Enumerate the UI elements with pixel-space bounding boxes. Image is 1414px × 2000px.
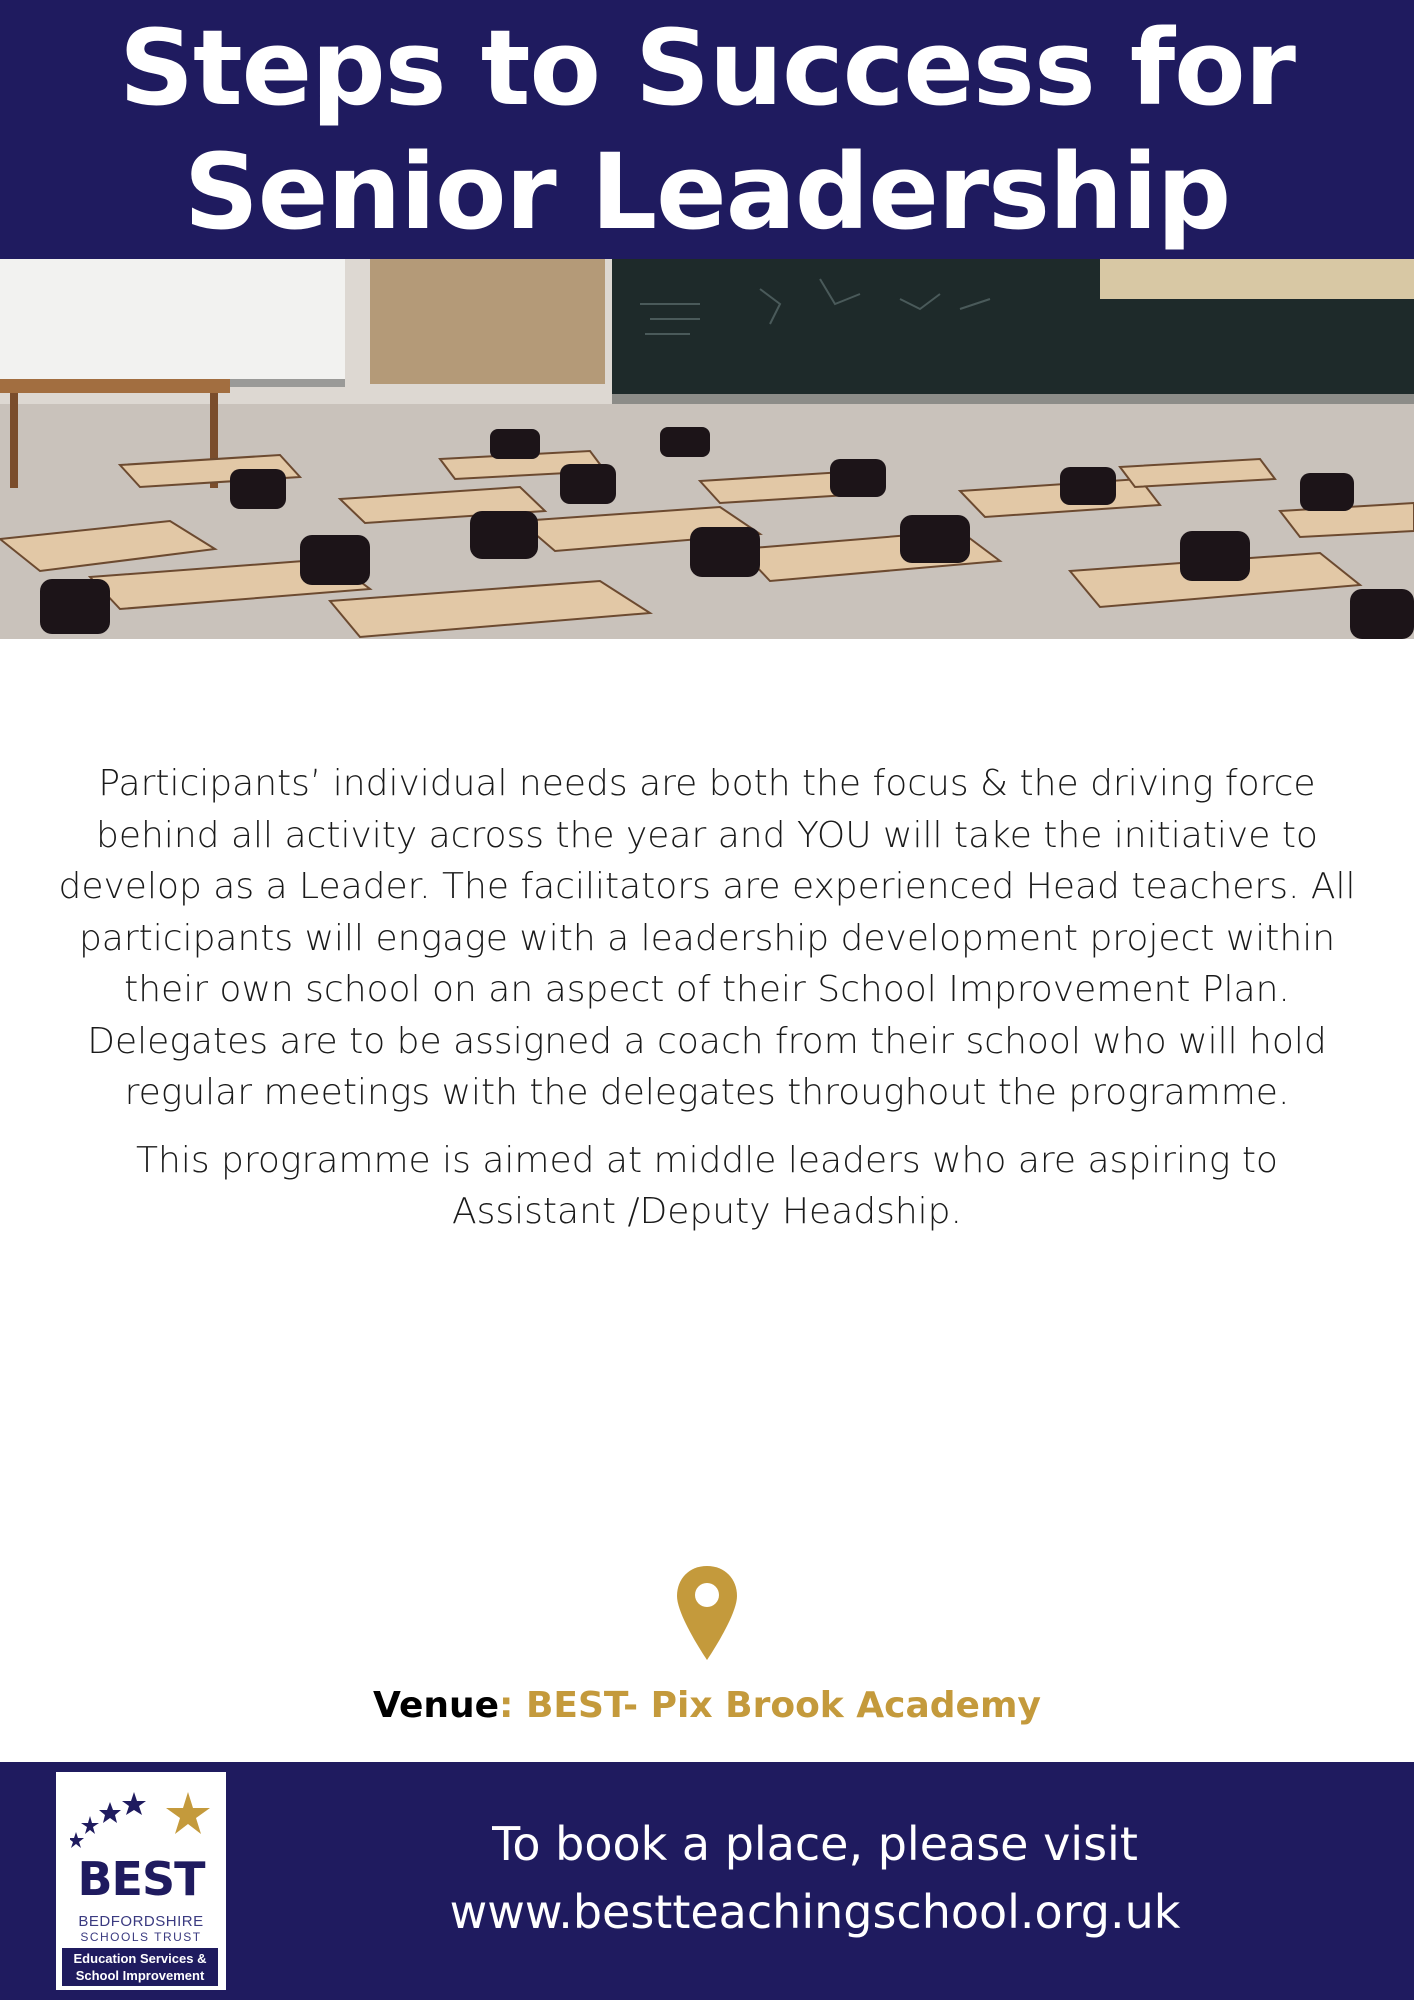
booking-url-link[interactable]: www.bestteachingschool.org.uk [449, 1885, 1181, 1939]
logo-services-line-1: Education Services & [73, 1951, 207, 1966]
description-paragraph: Participants’ individual needs are both the focus & the driving force behind all activity across the year and YOU will take the initiative to develop as a Leader. The facilitators are experienced Head teachers. All participants will engage with a leadership development project within their own school on an aspect of their School Improvement Plan. Delegates are to be assigned a coach from their school who will hold regular meetings with the delegates throughout the programme. [58, 763, 1356, 1113]
program-description [50, 758, 1364, 1254]
stars-icon [70, 1780, 216, 1852]
logo-schools-trust-text: SCHOOLS TRUST [80, 1930, 202, 1944]
booking-line-1: To book a place, please visit [492, 1817, 1138, 1871]
logo-services-box [62, 1948, 218, 1986]
page-title-line-1: Steps to Success for [119, 6, 1295, 129]
venue-value: : BEST- Pix Brook Academy [499, 1685, 1041, 1726]
location-pin-icon [675, 1564, 739, 1664]
venue-label: Venue [373, 1685, 500, 1726]
header-banner [0, 0, 1414, 259]
logo-bedfordshire-text: BEDFORDSHIRE [78, 1913, 204, 1930]
logo-services-line-2: School Improvement [75, 1968, 205, 1983]
logo-best-text: BEST [77, 1852, 205, 1906]
booking-info [340, 1810, 1290, 1946]
classroom-photo [0, 259, 1414, 639]
audience-paragraph: This programme is aimed at middle leaders who are aspiring to Assistant /Deputy Headship. [136, 1139, 1278, 1232]
venue-line [0, 1678, 1414, 1734]
best-logo [56, 1772, 226, 1990]
page-title-line-2: Senior Leadership [183, 130, 1231, 253]
footer-banner [0, 1762, 1414, 2000]
